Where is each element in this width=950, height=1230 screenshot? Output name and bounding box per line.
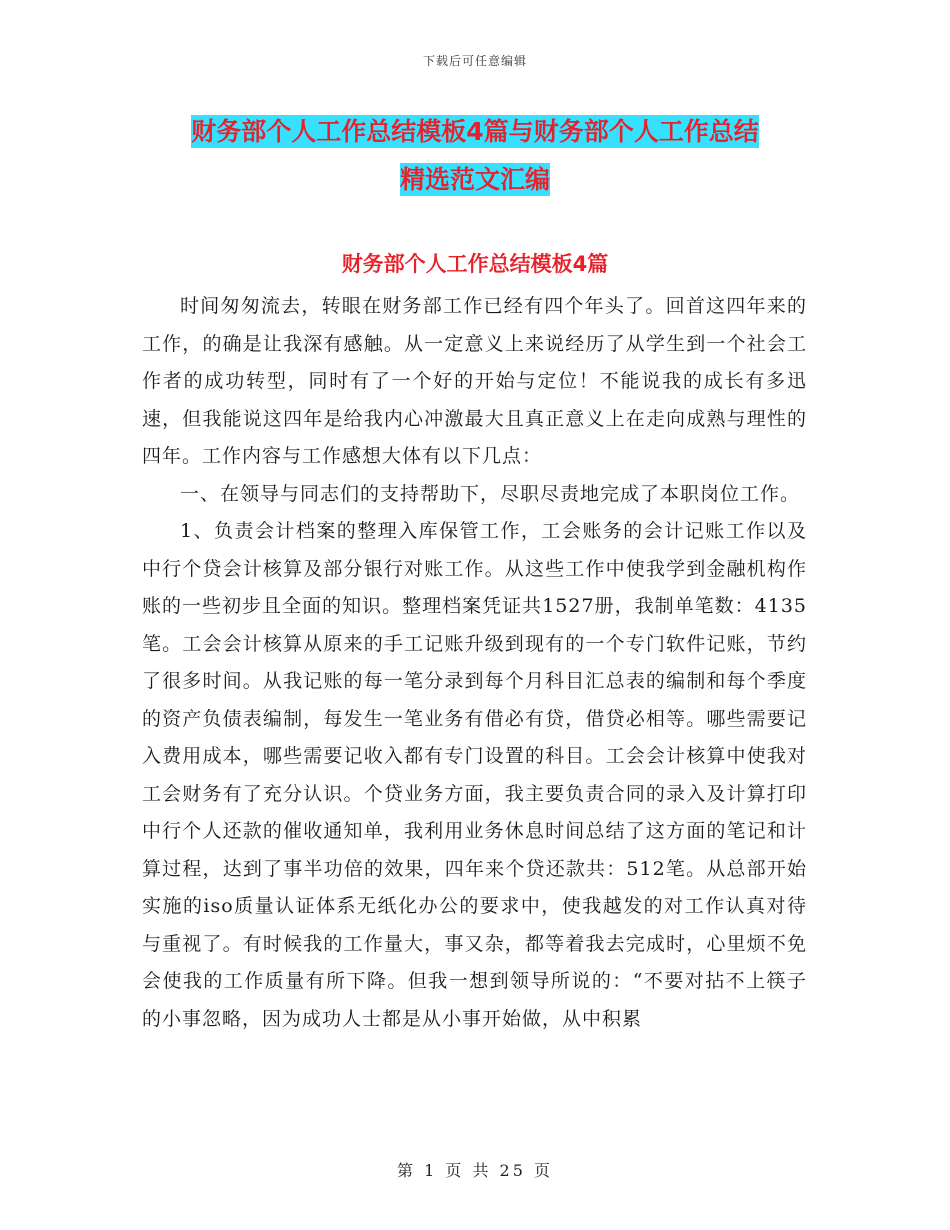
document-title-line1: 财务部个人工作总结模板4篇与财务部个人工作总结 [191, 117, 759, 146]
body-text [142, 288, 807, 1038]
paragraph: 时间匆匆流去，转眼在财务部工作已经有四个年头了。回首这四年来的工作，的确是让我深有感触。从一定意义上来说经历了从学生到一个社会工作者的成功转型，同时有了一个好的开始与定位！不能说我的成长有多迅速，但我能说这四年是给我内心冲激最大且真正意义上在走向成熟与理性的四年。工作内容与工作感想大体有以下几点： [142, 295, 807, 467]
page-footer: 第 1 页 共 25 页 [397, 1161, 553, 1180]
document-title-line2: 精选范文汇编 [399, 165, 550, 194]
section-title: 财务部个人工作总结模板4篇 [341, 252, 609, 276]
paragraph: 1、负责会计档案的整理入库保管工作，工会账务的会计记账工作以及中行个贷会计核算及部分银行对账工作。从这些工作中使我学到金融机构作账的一些初步且全面的知识。整理档案凭证共1527册，我制单笔数：4135笔。工会会计核算从原来的手工记账升级到现有的一个专门软件记账，节约了很多时间。从我记账的每一笔分录到每个月科目汇总表的编制和每个季度的资产负债表编制，每发生一笔业务有借必有贷，借贷必相等。哪些需要记入费用成本，哪些需要记收入都有专门设置的科目。工会会计核算中使我对工会财务有了充分认识。个贷业务方面，我主要负责合同的录入及计算打印中行个人还款的催收通知单，我利用业务休息时间总结了这方面的笔记和计算过程，达到了事半功倍的效果，四年来个贷还款共：512笔。从总部开始实施的iso质量认证体系无纸化办公的要求中，使我越发的对工作认真对待与重视了。有时候我的工作量大，事又杂，都等着我去完成时，心里烦不免会使我的工作质量有所下降。但我一想到领导所说的：“不要对拈不上筷子的小事忽略，因为成功人士都是从小事开始做，从中积累 [142, 520, 807, 1030]
header-note: 下载后可任意编辑 [422, 54, 527, 68]
paragraph: 一、在领导与同志们的支持帮助下，尽职尽责地完成了本职岗位工作。 [180, 482, 801, 505]
document-title [150, 108, 800, 204]
